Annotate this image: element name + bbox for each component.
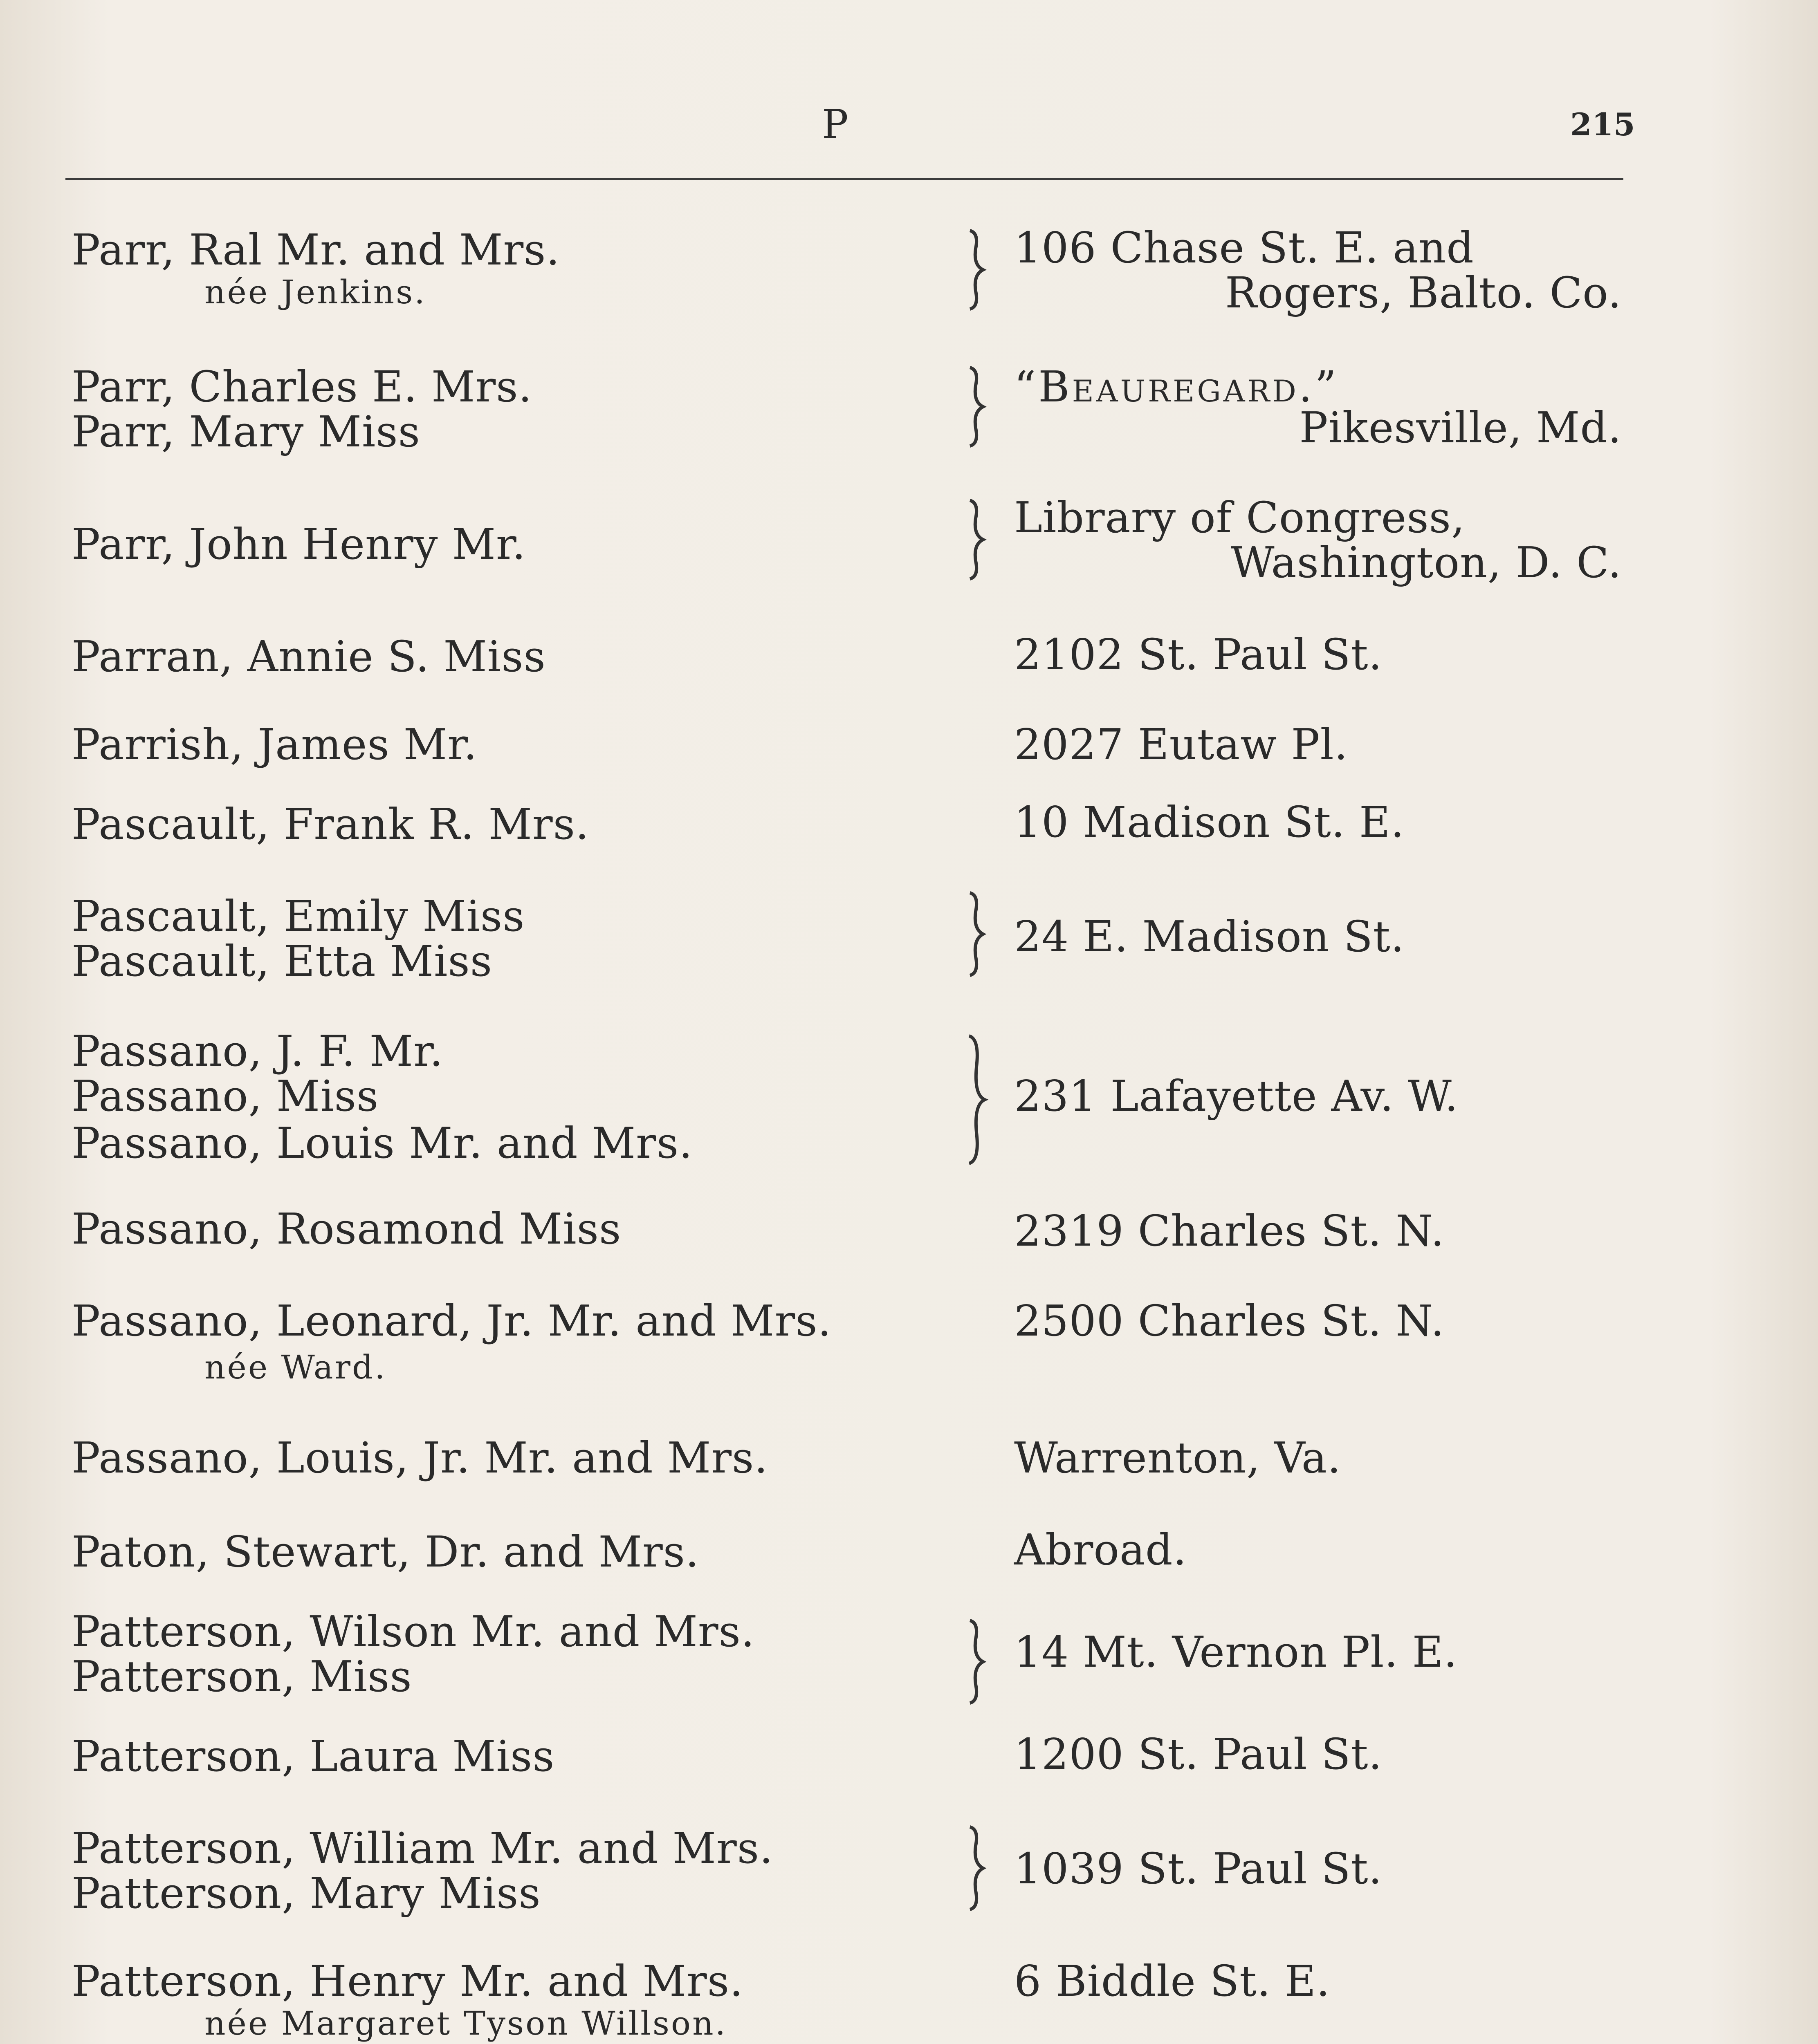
entry-name: Paton, Stewart, Dr. and Mrs. [72, 1527, 700, 1577]
entry-name: Parr, Ral Mr. and Mrs. [72, 225, 560, 275]
entry-name: Passano, Miss [72, 1071, 379, 1121]
entry-address-line: 1200 St. Paul St. [1014, 1729, 1383, 1779]
entry-address-line: Warrenton, Va. [1014, 1433, 1341, 1483]
entry-name: Patterson, Mary Miss [72, 1868, 541, 1918]
entry-address-line: 2027 Eutaw Pl. [1014, 719, 1348, 769]
entry-address-line: Abroad. [1014, 1525, 1187, 1575]
entry-address-line: 1039 St. Paul St. [1014, 1844, 1383, 1894]
entry-name: Patterson, Wilson Mr. and Mrs. [72, 1607, 755, 1656]
brace-icon [962, 1619, 990, 1705]
entry-address-line: 10 Madison St. E. [1014, 797, 1405, 847]
brace-icon [962, 229, 990, 311]
entry-address-line: Rogers, Balto. Co. [1225, 268, 1622, 318]
entry-name: Pascault, Etta Miss [72, 936, 493, 986]
entry-maiden-name: née Ward. [204, 1348, 387, 1386]
brace-icon [962, 1034, 990, 1165]
entry-address-line: 2102 St. Paul St. [1014, 630, 1383, 679]
brace-icon [962, 366, 990, 448]
entry-address-line: 24 E. Madison St. [1014, 912, 1405, 961]
entry-address-line: 2319 Charles St. N. [1014, 1206, 1445, 1256]
section-letter: P [822, 101, 850, 147]
entry-name: Passano, J. F. Mr. [72, 1026, 444, 1076]
entry-name: Passano, Louis Mr. and Mrs. [72, 1118, 693, 1168]
entry-name: Patterson, Miss [72, 1652, 412, 1701]
entry-name: Parr, John Henry Mr. [72, 519, 526, 569]
entry-maiden-name: née Jenkins. [204, 273, 426, 311]
entry-address-line: Pikesville, Md. [1299, 403, 1622, 453]
entry-name: Patterson, Laura Miss [72, 1731, 555, 1781]
entry-name: Patterson, Henry Mr. and Mrs. [72, 1956, 744, 2006]
entry-name: Passano, Leonard, Jr. Mr. and Mrs. [72, 1296, 832, 1346]
entry-name: Parrish, James Mr. [72, 719, 478, 769]
entry-address-line: 2500 Charles St. N. [1014, 1296, 1445, 1346]
entry-name: Passano, Rosamond Miss [72, 1204, 622, 1254]
entry-address-line: 106 Chase St. E. and [1014, 223, 1474, 273]
entry-maiden-name: née Margaret Tyson Willson. [204, 2004, 727, 2042]
entry-address-line: Library of Congress, [1014, 493, 1466, 542]
brace-icon [962, 1825, 990, 1911]
entry-name: Parr, Mary Miss [72, 407, 420, 457]
entry-address-line: 14 Mt. Vernon Pl. E. [1014, 1627, 1458, 1677]
entry-name: Parran, Annie S. Miss [72, 632, 546, 681]
brace-icon [962, 499, 990, 580]
entry-name: Pascault, Emily Miss [72, 891, 525, 941]
header-rule [65, 178, 1623, 180]
brace-icon [962, 891, 990, 977]
entry-name: Passano, Louis, Jr. Mr. and Mrs. [72, 1433, 768, 1483]
entry-name: Patterson, William Mr. and Mrs. [72, 1823, 774, 1873]
entry-name: Pascault, Frank R. Mrs. [72, 799, 590, 849]
entry-address-line: “Beauregard.” [1014, 362, 1339, 412]
page-number: 215 [1570, 106, 1635, 143]
entry-address-line: Washington, D. C. [1230, 538, 1622, 587]
entry-name: Parr, Charles E. Mrs. [72, 362, 532, 412]
entry-address-line: 6 Biddle St. E. [1014, 1956, 1331, 2006]
entry-address-line: 231 Lafayette Av. W. [1014, 1071, 1459, 1121]
